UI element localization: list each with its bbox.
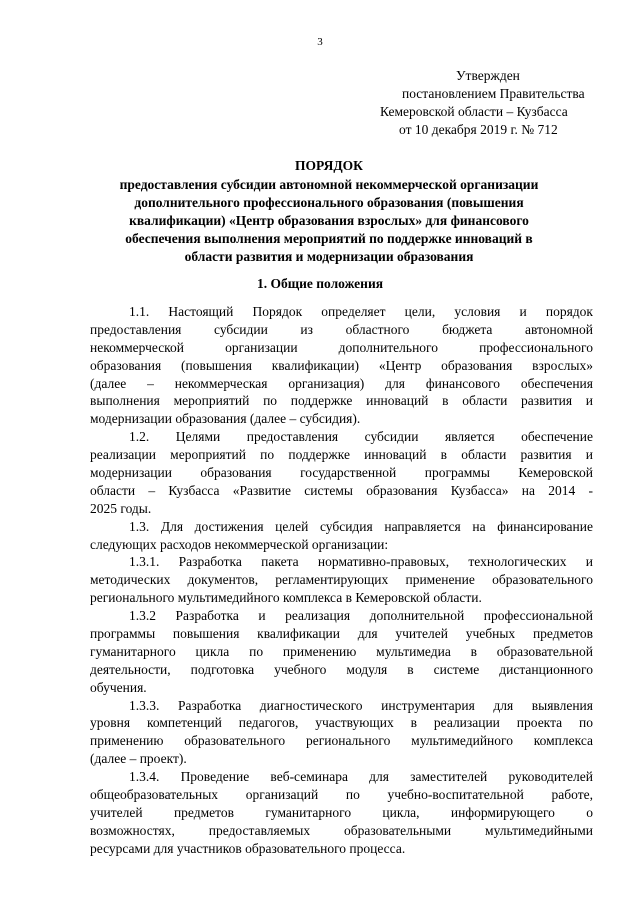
title-line: дополнительного профессионального образования (повышения	[134, 195, 524, 210]
paragraph-line: возможностях, предоставляемых образовательными мультимедийными	[90, 822, 593, 838]
paragraph-line: образования (повышения квалификации) «Центр образования взрослых»	[90, 357, 593, 373]
title-line: обеспечения выполнения мероприятий по поддержке инноваций в	[125, 231, 533, 246]
page-number: 3	[317, 36, 323, 48]
document-title	[84, 157, 574, 266]
approval-line: Утвержден	[456, 68, 520, 83]
paragraph-line: применению образовательного регионального мультимедийного комплекса	[90, 733, 593, 749]
paragraph-line: ресурсами для участников образовательного процесса.	[90, 840, 406, 856]
paragraph	[90, 553, 593, 607]
approval-line: постановлением Правительства	[402, 86, 585, 101]
paragraph-line: гуманитарного цикла по применению мультимедиа в образовательной	[90, 643, 593, 659]
paragraph-line: предоставления субсидии из областного бюджета автономной	[90, 321, 593, 337]
paragraph	[90, 768, 593, 857]
paragraph	[90, 697, 593, 769]
paragraph-line: регионального мультимедийного комплекса в Кемеровской области.	[90, 590, 482, 606]
paragraph-line: некоммерческой организации дополнительного профессионального	[90, 339, 593, 355]
paragraph-line: 2025 годы.	[90, 500, 152, 516]
paragraph-line: выполнения мероприятий по поддержке инноваций в области развития и	[90, 393, 593, 409]
paragraph	[90, 607, 593, 696]
approval-line: Кемеровской области – Кузбасса	[380, 104, 568, 119]
paragraph-line: следующих расходов некоммерческой организации:	[90, 536, 389, 552]
paragraph	[90, 428, 593, 517]
paragraph-line: общеобразовательных организаций по учебно-воспитательной работе,	[90, 787, 593, 803]
paragraph	[90, 303, 593, 428]
paragraph-line: 1.2. Целями предоставления субсидии является обеспечение	[129, 429, 593, 445]
paragraph	[90, 518, 593, 554]
paragraph-line: 1.3.3. Разработка диагностического инструментария для выявления	[129, 697, 593, 713]
section-title: 1. Общие положения	[256, 276, 384, 291]
paragraph-line: модернизации образования (далее – субсидия).	[90, 411, 361, 427]
title-heading: ПОРЯДОК	[295, 158, 363, 173]
paragraph-line: 1.3.2 Разработка и реализация дополнительной профессиональной	[129, 608, 593, 624]
body-text	[90, 303, 593, 858]
paragraph-line: области – Кузбасса «Развитие системы образования Кузбасса» на 2014 -	[90, 482, 593, 498]
paragraph-line: модернизации образования государственной программы Кемеровской	[90, 465, 593, 481]
paragraph-line: 1.1. Настоящий Порядок определяет цели, условия и порядок	[129, 304, 593, 319]
paragraph-line: методических документов, регламентирующих применение образовательного	[90, 572, 593, 588]
approval-block	[320, 67, 620, 139]
paragraph-line: (далее – некоммерческая организация) для финансового обеспечения	[90, 375, 593, 391]
paragraph-line: 1.3.4. Проведение веб-семинара для заместителей руководителей	[129, 769, 593, 785]
paragraph-line: обучения.	[90, 679, 147, 695]
paragraph-line: учителей предметов гуманитарного цикла, информирующего о	[90, 804, 593, 820]
paragraph-line: 1.3.1. Разработка пакета нормативно-правовых, технологических и	[129, 554, 593, 570]
paragraph-line: реализации мероприятий по поддержке инноваций в области развития и	[90, 447, 593, 463]
title-line: квалификации) «Центр образования взрослых» для финансового	[129, 213, 529, 228]
paragraph-line: деятельности, подготовка учебного модуля в системе дистанционного	[90, 661, 593, 677]
paragraph-line: уровня компетенций педагогов, участвующих в реализации проекта по	[90, 715, 593, 731]
paragraph-line: программы повышения квалификации для учителей учебных предметов	[90, 626, 593, 642]
approval-line: от 10 декабря 2019 г. № 712	[399, 122, 558, 137]
paragraph-line: (далее – проект).	[90, 751, 187, 767]
paragraph-line: 1.3. Для достижения целей субсидия направляется на финансирование	[129, 518, 593, 534]
title-line: области развития и модернизации образования	[184, 249, 474, 264]
title-line: предоставления субсидии автономной некоммерческой организации	[119, 177, 539, 192]
